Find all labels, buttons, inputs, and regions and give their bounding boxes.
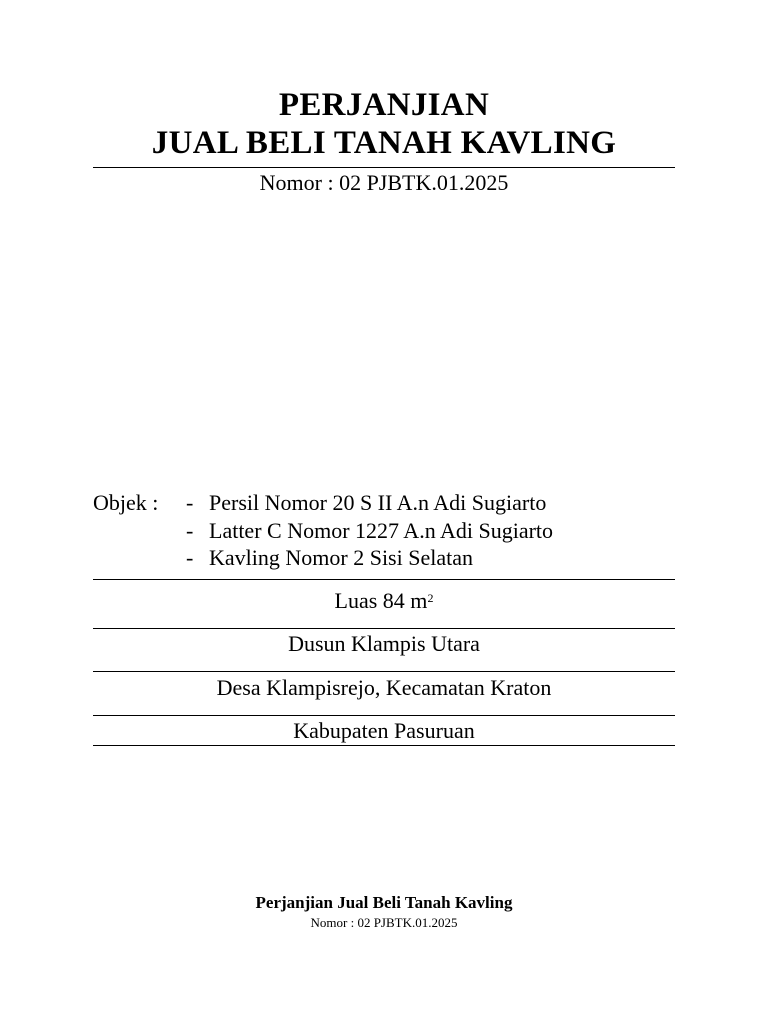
divider-rule (93, 745, 675, 746)
divider-rule (93, 671, 675, 672)
luas-superscript: 2 (427, 591, 434, 605)
luas-line (93, 588, 675, 614)
objek-section (93, 489, 675, 572)
objek-item (93, 517, 675, 545)
title-line-2: JUAL BELI TANAH KAVLING (151, 125, 617, 161)
luas-text: Luas 84 m (334, 588, 428, 613)
title-line-1: PERJANJIAN (278, 87, 490, 123)
objek-item-text: Kavling Nomor 2 Sisi Selatan (209, 545, 473, 570)
kabupaten-line: Kabupaten Pasuruan (293, 718, 475, 743)
objek-item-text: Persil Nomor 20 S II A.n Adi Sugiarto (209, 490, 547, 515)
bullet-dash: - (186, 490, 194, 515)
objek-item-text: Latter C Nomor 1227 A.n Adi Sugiarto (209, 517, 554, 543)
desa-kecamatan-line: Desa Klampisrejo, Kecamatan Kraton (216, 675, 552, 700)
divider-rule (93, 715, 675, 716)
document-number: Nomor : 02 PJBTK.01.2025 (259, 170, 509, 195)
footer-number: Nomor : 02 PJBTK.01.2025 (310, 915, 458, 930)
document-title (93, 86, 675, 162)
bullet-dash: - (186, 517, 194, 543)
objek-label: Objek : (93, 490, 159, 515)
objek-item (93, 544, 675, 572)
title-underline (93, 167, 675, 168)
dusun-line: Dusun Klampis Utara (288, 631, 480, 656)
divider-rule (93, 579, 675, 580)
footer-title: Perjanjian Jual Beli Tanah Kavling (255, 893, 513, 912)
divider-rule (93, 628, 675, 629)
objek-item (93, 489, 675, 517)
bullet-dash: - (186, 545, 194, 570)
